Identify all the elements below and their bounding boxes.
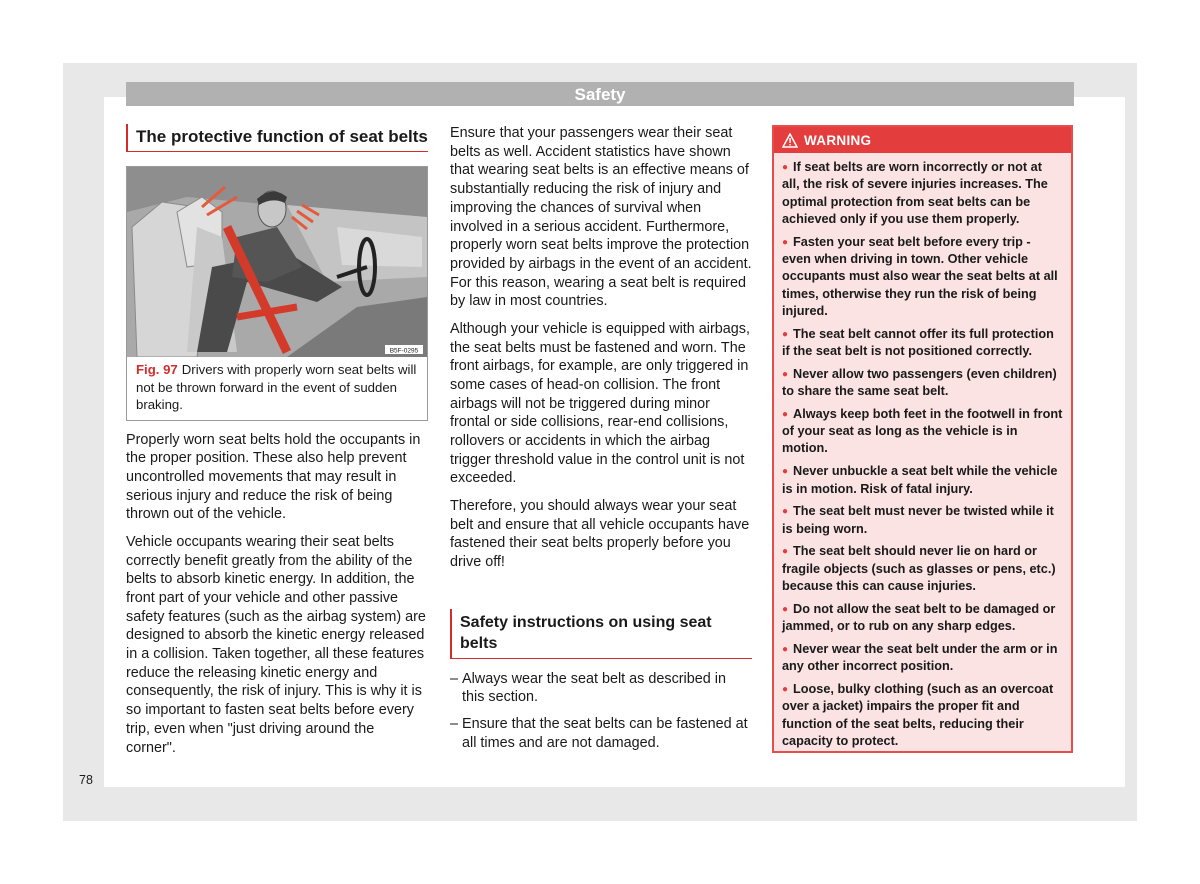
dash-marker: – <box>450 670 459 687</box>
warning-triangle-icon <box>782 130 798 157</box>
warning-item: ● Fasten your seat belt before every trip - even when driving in town. Other vehicle occupants must also wear the seat belts at all times, otherwise they run the risk of being injured. <box>782 234 1058 318</box>
warning-item: ● Never unbuckle a seat belt while the vehicle is in motion. Risk of fatal injury. <box>782 464 1058 496</box>
bullet-icon: ● <box>782 684 789 696</box>
bullet-icon: ● <box>782 328 789 340</box>
warning-item: ● The seat belt must never be twisted while it is being worn. <box>782 504 1054 536</box>
driver-seatbelt-illustration <box>127 167 427 357</box>
warning-item: ● Do not allow the seat belt to be damaged or jammed, or to rub on any sharp edges. <box>782 601 1056 634</box>
section-title-protective-function: The protective function of seat belts <box>126 124 428 152</box>
list-item: – Always wear the seat belt as described in this section. <box>450 670 726 706</box>
warning-item: ● Never wear the seat belt under the arm or in any other incorrect position. <box>782 641 1058 674</box>
left-column <box>126 124 428 766</box>
figure-caption-text: Drivers with properly worn seat belts will not be thrown forward in the event of sudden braking. <box>136 362 417 412</box>
warning-item: ● Always keep both feet in the footwell in front of your seat as long as the vehicle is in motion. <box>782 406 1063 456</box>
warning-list <box>774 153 1071 750</box>
warning-item: ● The seat belt cannot offer its full protection if the seat belt is not positioned correctly. <box>782 326 1054 358</box>
instruction-list <box>450 670 752 753</box>
bullet-icon: ● <box>782 368 789 380</box>
bullet-icon: ● <box>782 162 789 173</box>
bullet-icon: ● <box>782 603 789 615</box>
chapter-header: Safety <box>126 82 1074 106</box>
warning-title: WARNING <box>804 133 872 148</box>
paragraph: Although your vehicle is equipped with airbags, the seat belts must be fastened and worn. The front airbags, for example, are only triggered in some cases of head-on collision. The front airbags will not be triggered during minor frontal or side collisions, rear-end collisions, rollovers or accidents in which the airbag trigger threshold value in the control unit is not exceeded. <box>450 320 750 487</box>
dash-marker: – <box>450 716 459 733</box>
figure-code: B5F-0295 <box>389 347 419 355</box>
paragraph: Ensure that your passengers wear their seat belts as well. Accident statistics have shown that wearing seat belts is an effective means of substantially reducing the risk of injury and improving the chances of survival when involved in a serious accident. Furthermore, properly worn seat belts improve the protection provided by airbags in the event of an accident. For this reason, wearing a seat belt is required by law in most countries. <box>450 125 752 310</box>
paragraph: Therefore, you should always wear your seat belt and ensure that all vehicle occupants have fastened their seat belts properly before you drive off! <box>450 497 750 571</box>
warning-header <box>774 127 1071 153</box>
page-number: 78 <box>79 773 93 787</box>
warning-item: ● If seat belts are worn incorrectly or not at all, the risk of severe injuries increases. The optimal protection from seat belts can be achieved only if you use them properly. <box>782 160 1048 226</box>
figure-caption <box>127 357 427 420</box>
bullet-icon: ● <box>782 466 789 478</box>
figure-97 <box>126 166 428 421</box>
section-title-safety-instructions: Safety instructions on using seat belts <box>450 609 752 659</box>
middle-column <box>450 124 752 761</box>
bullet-icon: ● <box>782 236 789 248</box>
bullet-icon: ● <box>782 506 789 518</box>
paragraph: Vehicle occupants wearing their seat belts correctly benefit greatly from the ability of the belts to absorb kinetic energy. In addition, the front part of your vehicle and other passive safety features (such as the airbag system) are designed to absorb the kinetic energy released in a collision. Taken together, all these features reduce the releasing kinetic energy and consequently, the risk of injury. This is why it is so important to fasten seat belts before every trip, even when "just driving around the corner". <box>126 533 426 756</box>
figure-label: Fig. 97 <box>136 362 178 377</box>
warning-item: ● The seat belt should never lie on hard or fragile objects (such as glasses or pens, etc.) because this can cause injuries. <box>782 544 1056 594</box>
bullet-icon: ● <box>782 408 789 420</box>
warning-item: ● Never allow two passengers (even children) to share the same seat belt. <box>782 366 1057 399</box>
list-item: – Ensure that the seat belts can be fastened at all times and are not damaged. <box>450 716 748 752</box>
warning-item: ● Loose, bulky clothing (such as an overcoat over a jacket) impairs the proper fit and function of the seat belts, reducing their capacity to protect. <box>782 682 1054 748</box>
bullet-icon: ● <box>782 546 789 558</box>
paragraph: Properly worn seat belts hold the occupants in the proper position. These also help prevent uncontrolled movements that may result in serious injury and reduce the risk of being thrown out of the vehicle. <box>126 431 421 523</box>
bullet-icon: ● <box>782 643 789 655</box>
warning-box <box>772 125 1073 753</box>
